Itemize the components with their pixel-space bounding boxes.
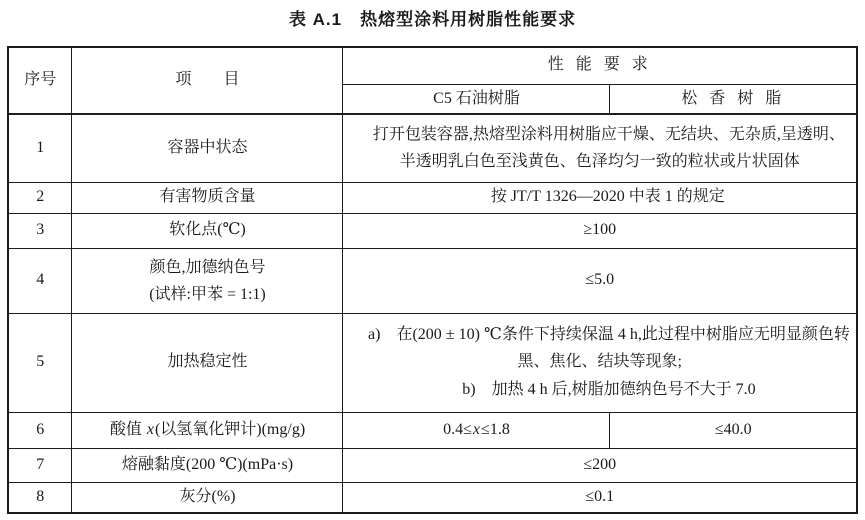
row-value-rosin: ≤40.0: [610, 412, 857, 448]
row-item: [72, 412, 343, 448]
row-item: 加热稳定性: [72, 313, 343, 412]
c5-value-variable: x: [472, 420, 481, 438]
header-col-c5: C5 石油树脂: [343, 84, 610, 114]
row-item: 容器中状态: [72, 114, 343, 182]
row-item: 熔融黏度(200 ℃)(mPa·s): [72, 448, 343, 482]
c5-value-suffix: ≤1.8: [481, 420, 510, 438]
table-row: [8, 114, 857, 182]
row-item-line1: 颜色,加德纳色号: [149, 258, 266, 276]
row-item-suffix: (以氢氧化钾计)(mg/g): [154, 420, 306, 438]
header-performance: 性 能 要 求: [343, 47, 857, 84]
table-caption: 表 A.1 热熔型涂料用树脂性能要求: [288, 10, 577, 29]
row-value-c5: [343, 412, 610, 448]
row-value: ≤200: [343, 448, 857, 482]
row-value: [343, 114, 857, 182]
row-no: 5: [8, 313, 72, 412]
table-row: [8, 412, 857, 448]
row-no: 8: [8, 482, 72, 513]
header-item: 项 目: [72, 47, 343, 114]
header-no: 序号: [8, 47, 72, 114]
row-no: 7: [8, 448, 72, 482]
table-row: [8, 448, 857, 482]
table-row: [8, 213, 857, 248]
row-value: [343, 313, 857, 412]
row-value-item-b: b) 加热 4 h 后,树脂加德纳色号不大于 7.0: [462, 380, 756, 398]
row-item: [72, 248, 343, 313]
row-no: 6: [8, 412, 72, 448]
row-value: ≤0.1: [343, 482, 857, 513]
row-item: 灰分(%): [72, 482, 343, 513]
row-value: ≤5.0: [343, 248, 857, 313]
row-value: ≥100: [343, 213, 857, 248]
row-value: 按 JT/T 1326—2020 中表 1 的规定: [343, 182, 857, 213]
row-item-variable: x: [146, 420, 154, 438]
row-item-prefix: 酸值: [109, 420, 146, 438]
row-no: 1: [8, 114, 72, 182]
table-row: [8, 182, 857, 213]
row-no: 3: [8, 213, 72, 248]
performance-requirements-table: [7, 46, 858, 514]
row-item-line2: (试样:甲苯 = 1:1): [149, 285, 266, 303]
row-no: 2: [8, 182, 72, 213]
header-col-rosin: 松 香 树 脂: [610, 84, 857, 114]
row-item: 软化点(℃): [72, 213, 343, 248]
table-row: [8, 248, 857, 313]
row-no: 4: [8, 248, 72, 313]
row-value-text: 打开包装容器,热熔型涂料用树脂应干燥、无结块、无杂质,呈透明、半透明乳白色至浅黄色、色泽均匀一致的粒状或片状固体: [372, 125, 845, 170]
c5-value-prefix: 0.4≤: [443, 420, 472, 438]
row-value-item-a: a) 在(200 ± 10) ℃条件下持续保温 4 h,此过程中树脂应无明显颜色转黑、焦化、结块等现象;: [368, 325, 850, 370]
table-row: [8, 313, 857, 412]
row-item: 有害物质含量: [72, 182, 343, 213]
header-row-1: [8, 47, 857, 84]
table-row: [8, 482, 857, 513]
